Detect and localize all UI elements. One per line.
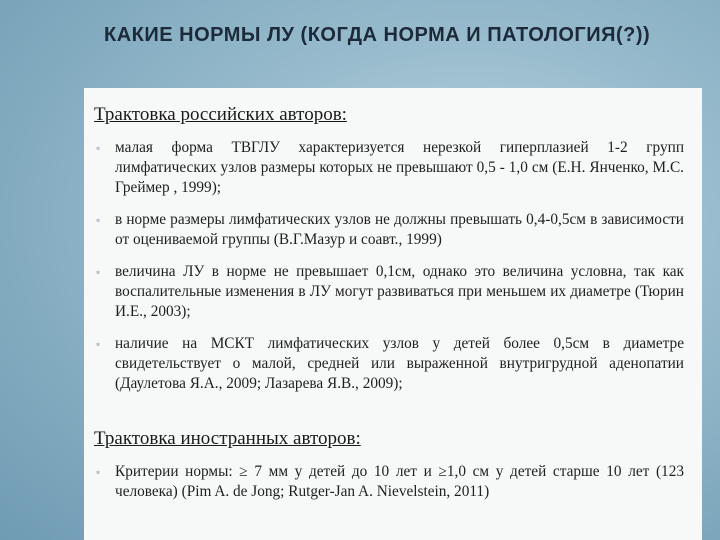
list-item (94, 462, 684, 502)
list-item (94, 262, 684, 322)
list-item-text: величина ЛУ в норме не превышает 0,1см, однако это величина условна, так как воспалительные изменения в ЛУ могут развиваться при меньшем их диаметре (Тюрин И.Е., 2003); (115, 263, 684, 320)
bullet-icon: ▪ (96, 265, 101, 279)
bullet-icon: ▪ (96, 465, 101, 479)
russian-authors-list (94, 138, 684, 406)
list-item (94, 210, 684, 250)
list-item-text: Критерии нормы: ≥ 7 мм у детей до 10 лет и ≥1,0 см у детей старше 10 лет (123 человека) (Pim A. de Jong; Rutger-Jan A. Nievelstein, 2011) (115, 463, 684, 500)
section-heading-foreign: Трактовка иностранных авторов: (94, 428, 361, 449)
bullet-icon: ▪ (96, 337, 101, 351)
foreign-authors-list (94, 462, 684, 514)
list-item-text: наличие на МСКТ лимфатических узлов у детей более 0,5см в диаметре свидетельствует о малой, средней или выраженной внутригрудной аденопатии (Даулетова Я.А., 2009; Лазарева Я.В., 2009); (115, 335, 684, 392)
list-item (94, 138, 684, 198)
slide-title: КАКИЕ НОРМЫ ЛУ (КОГДА НОРМА И ПАТОЛОГИЯ(?)) (104, 24, 651, 46)
list-item (94, 334, 684, 394)
bullet-icon: ▪ (96, 141, 101, 155)
list-item-text: малая форма ТВГЛУ характеризуется нерезкой гиперплазией 1-2 групп лимфатических узлов размеры которых не превышают 0,5 - 1,0 см (Е.Н. Янченко, М.С. Греймер , 1999); (115, 139, 684, 196)
list-item-text: в норме размеры лимфатических узлов не должны превышать 0,4-0,5см в зависимости от оцениваемой группы (В.Г.Мазур и соавт., 1999) (115, 211, 684, 248)
bullet-icon: ▪ (96, 213, 101, 227)
section-heading-russian: Трактовка российских авторов: (94, 104, 347, 125)
